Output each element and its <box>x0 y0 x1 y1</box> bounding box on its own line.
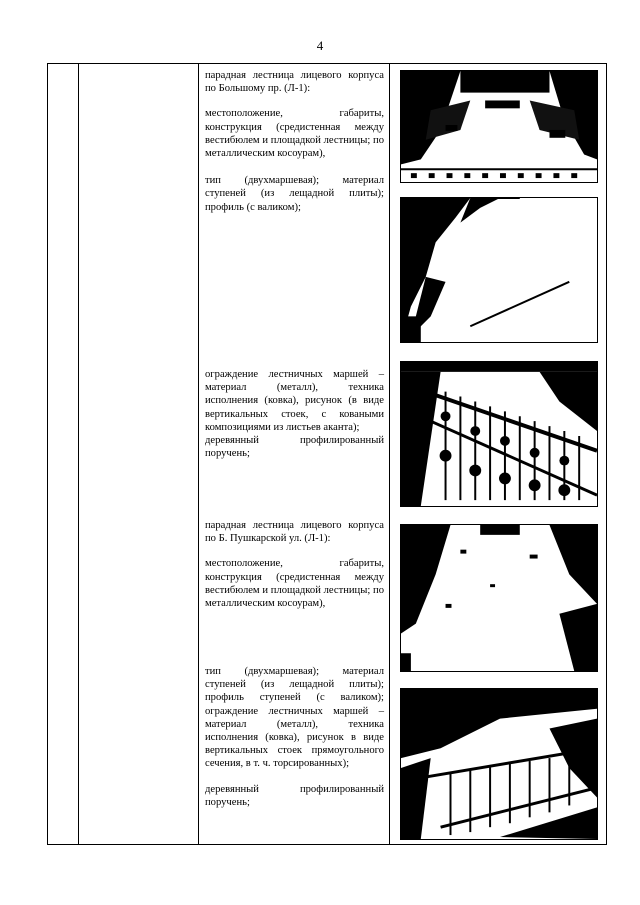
entry-paragraph: местоположение, габариты, конструкция (средистенная между вестибюлем и площадкой лестницы; по металлическим косоурам), <box>205 108 384 160</box>
entry-paragraph: парадная лестница лицевого корпуса по Большому пр. (Л-1): <box>205 70 384 95</box>
photo-railing-acanthus <box>400 361 598 507</box>
photo-staircase-vestibule-bolshoy <box>400 70 598 183</box>
entry-paragraph: парадная лестница лицевого корпуса по Б. Пушкарской ул. (Л-1): <box>205 520 384 545</box>
entry-pushkarskaya-staircase <box>205 519 384 622</box>
photo-staircase-railing-pushkarskaya <box>400 688 598 840</box>
column-divider-2 <box>198 64 199 844</box>
entry-bolshoy-staircase <box>205 69 384 226</box>
column-divider-1 <box>78 64 79 844</box>
entry-paragraph: местоположение, габариты, конструкция (средистенная между вестибюлем и площадкой лестницы; по металлическим косоурам), <box>205 558 384 610</box>
entry-paragraph: тип (двухмаршевая); материал ступеней (из лещадной плиты); профиль ступеней (с валиком); ограждение лестничных маршей – материал (металл), техника исполнения (ковка), рисунок в виде вертикальных стоек прямоугольного сечения, в т. ч. торсированных); <box>205 666 384 770</box>
entry-paragraph: деревянный профилированный поручень; <box>205 435 384 460</box>
page-number: 4 <box>316 38 324 53</box>
document-table <box>47 63 607 845</box>
entry-paragraph: ограждение лестничных маршей – материал (металл), техника исполнения (ковка), рисунок (в виде вертикальных стоек, с коваными композициями из листьев аканта); <box>205 369 384 433</box>
column-divider-3 <box>389 64 390 844</box>
entry-railing-acanthus <box>205 368 384 472</box>
entry-paragraph: тип (двухмаршевая); материал ступеней (из лещадной плиты); профиль (с валиком); <box>205 175 384 213</box>
entry-paragraph: деревянный профилированный поручень; <box>205 783 384 808</box>
photo-staircase-vestibule-pushkarskaya <box>400 524 598 672</box>
entry-pushkarskaya-railing <box>205 665 384 821</box>
photo-staircase-steps-bolshoy <box>400 197 598 343</box>
